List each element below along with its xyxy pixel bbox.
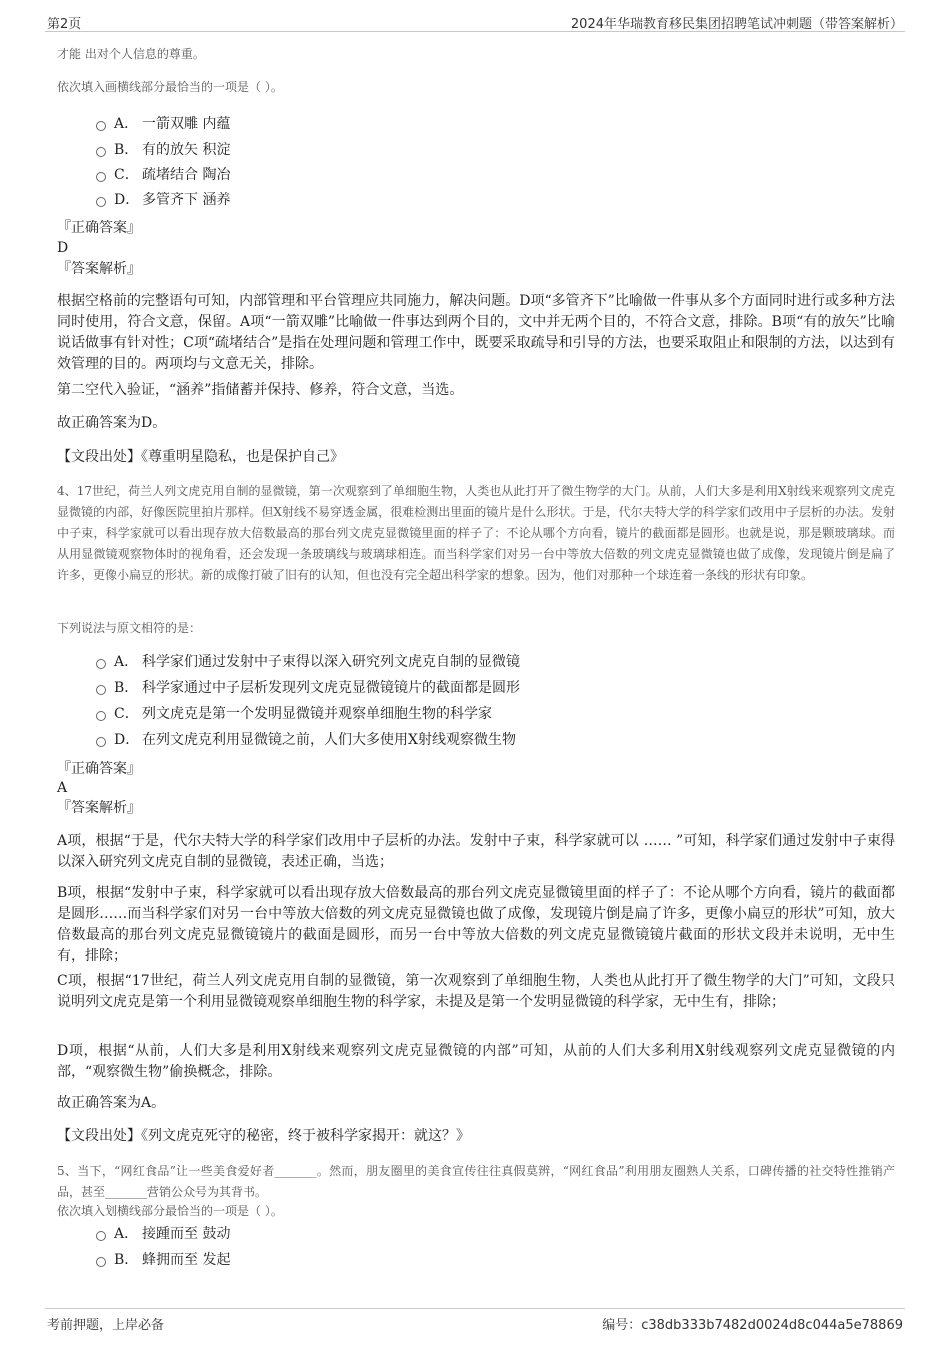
q3-option-c[interactable]: C． 疏堵结合 陶冶 — [96, 164, 230, 186]
q4-prompt: 下列说法与原文相符的是： — [57, 621, 202, 635]
document-title: 2024年华瑞教育移民集团招聘笔试冲刺题（带答案解析） — [570, 17, 903, 32]
q3-option-d[interactable]: D． 多管齐下 涵养 — [96, 189, 230, 211]
page-number: 第2页 — [47, 17, 82, 32]
q3-option-b[interactable]: B． 有的放矢 积淀 — [96, 139, 230, 161]
q4-option-a[interactable]: A． 科学家们通过发射中子束得以深入研究列文虎克自制的显微镜 — [96, 651, 520, 673]
q3-answer: D — [57, 240, 69, 256]
radio-icon[interactable] — [96, 659, 106, 669]
radio-icon[interactable] — [96, 685, 106, 695]
q4-answer-label: 『正确答案』 — [57, 761, 141, 777]
page-footer — [45, 1308, 905, 1332]
page-header — [45, 10, 905, 32]
stem-tail: 才能 出对个人信息的尊重。 — [57, 47, 205, 61]
q4-passage: 4、17世纪，荷兰人列文虎克用自制的显微镜，第一次观察到了单细胞生物，人类也从此打开了微生物学的大门。从前，人们大多是利用X射线来观察列文虎克显微镜的内部，好像医院里拍片那样。但X射线不易穿透金属，很难检测出里面的镜片是什么形状。于是，代尔夫特大学的科学家们改用中子层析的办法。发射中子束，科学家就可以看出现存放大倍数最高的那台列文虎克显微镜里面的样子了：不论从哪个方向看，镜片的截面都是圆形。也就是说，那是颗玻璃球。而从用显微镜观察物体时的视角看，还会发现一条玻璃线与玻璃球相连。而当科学家们对另一台中等放大倍数的列文虎克显微镜也做了成像，发现镜片倒是扁了许多，更像小扁豆的形状。新的成像打破了旧有的认知，但也没有完全超出科学家的想象。因为，他们对那种一个球连着一条线的形状有印象。 — [57, 484, 895, 582]
q3-option-a[interactable]: A． 一箭双雕 内蕴 — [96, 113, 230, 135]
q3-analysis-paragraph: 根据空格前的完整语句可知，内部管理和平台管理应共同施力，解决问题。D项“多管齐下”比喻做一件事从多个方面同时进行或多种方法同时使用，符合文意，保留。A项“一箭双雕”比喻做一件事达到两个目的，文中并无两个目的，不符合文意，排除。B项“有的放矢”比喻说话做事有针对性；C项“疏堵结合”是指在处理问题和管理工作中，既要采取疏导和引导的方法，也要采取阻止和限制的方法，以达到有效管理的目的。两项均与文意无关，排除。 — [57, 293, 895, 372]
q4-option-b[interactable]: B． 科学家通过中子层析发现列文虎克显微镜镜片的截面都是圆形 — [96, 677, 520, 699]
radio-icon[interactable] — [96, 147, 106, 157]
q4-analysis-d: D项，根据“从前，人们大多是利用X射线来观察列文虎克显微镜的内部”可知，从前的人们大多利用X射线观察列文虎克显微镜的内部，“观察微生物”偷换概念，排除。 — [57, 1043, 895, 1080]
q4-analysis-c: C项，根据“17世纪，荷兰人列文虎克用自制的显微镜，第一次观察到了单细胞生物，人类也从此打开了微生物学的大门”可知，文段只说明列文虎克是第一个利用显微镜观察单细胞生物的科学家，未提及是第一个发明显微镜的科学家，无中生有，排除； — [57, 973, 895, 1010]
q4-option-d[interactable]: D． 在列文虎克利用显微镜之前，人们大多使用X射线观察微生物 — [96, 729, 516, 751]
q3-conclusion: 故正确答案为D。 — [57, 415, 167, 431]
q3-prompt: 依次填入画横线部分最恰当的一项是（ ）。 — [57, 80, 283, 94]
q4-answer: A — [57, 780, 68, 796]
q3-answer-label: 『正确答案』 — [57, 220, 141, 236]
q5-prompt: 依次填入划横线部分最恰当的一项是（ ）。 — [57, 1204, 283, 1218]
radio-icon[interactable] — [96, 197, 106, 207]
q5-option-a[interactable]: A． 接踵而至 鼓动 — [96, 1223, 230, 1245]
radio-icon[interactable] — [96, 1257, 106, 1267]
radio-icon[interactable] — [96, 711, 106, 721]
q5-passage: 5、当下，“网红食品”让一些美食爱好者_______。然而，朋友圈里的美食宣传往往真假莫辨，“网红食品”利用朋友圈熟人关系，口碑传播的社交特性推销产品，甚至_______营销公众号为其背书。 — [57, 1164, 895, 1199]
footer-slogan: 考前押题，上岸必备 — [47, 1318, 165, 1333]
radio-icon[interactable] — [96, 121, 106, 131]
q5-option-b[interactable]: B． 蜂拥而至 发起 — [96, 1249, 230, 1271]
q4-option-c[interactable]: C． 列文虎克是第一个发明显微镜并观察单细胞生物的科学家 — [96, 703, 492, 725]
q4-analysis-label: 『答案解析』 — [57, 800, 141, 816]
q4-analysis-a: A项，根据“于是，代尔夫特大学的科学家们改用中子层析的办法。发射中子束，科学家就可以 …… ”可知，科学家们通过发射中子束得以深入研究列文虎克自制的显微镜，表述正确，当选； — [57, 833, 895, 870]
radio-icon[interactable] — [96, 1231, 106, 1241]
q4-source: 【文段出处】《列文虎克死守的秘密，终于被科学家揭开：就这？》 — [57, 1128, 470, 1144]
radio-icon[interactable] — [96, 172, 106, 182]
q3-analysis-label: 『答案解析』 — [57, 261, 141, 277]
footer-serial: 编号：c38db333b7482d0024d8c044a5e78869 — [602, 1318, 903, 1333]
q4-conclusion: 故正确答案为A。 — [57, 1095, 166, 1111]
q3-source: 【文段出处】《尊重明星隐私，也是保护自己》 — [57, 449, 344, 465]
q4-analysis-b: B项，根据“发射中子束，科学家就可以看出现存放大倍数最高的那台列文虎克显微镜里面的样子了：不论从哪个方向看，镜片的截面都是圆形……而当科学家们对另一台中等放大倍数的列文虎克显微镜也做了成像，发现镜片倒是扁了许多，更像小扁豆的形状”可知，放大倍数最高的那台列文虎克显微镜镜片的截面是圆形，而另一台中等放大倍数的列文虎克显微镜镜片截面的形状文段并未说明，无中生有，排除； — [57, 885, 895, 964]
q3-analysis-paragraph: 第二空代入验证，“涵养”指储蓄并保持、修养，符合文意，当选。 — [57, 382, 464, 398]
radio-icon[interactable] — [96, 737, 106, 747]
